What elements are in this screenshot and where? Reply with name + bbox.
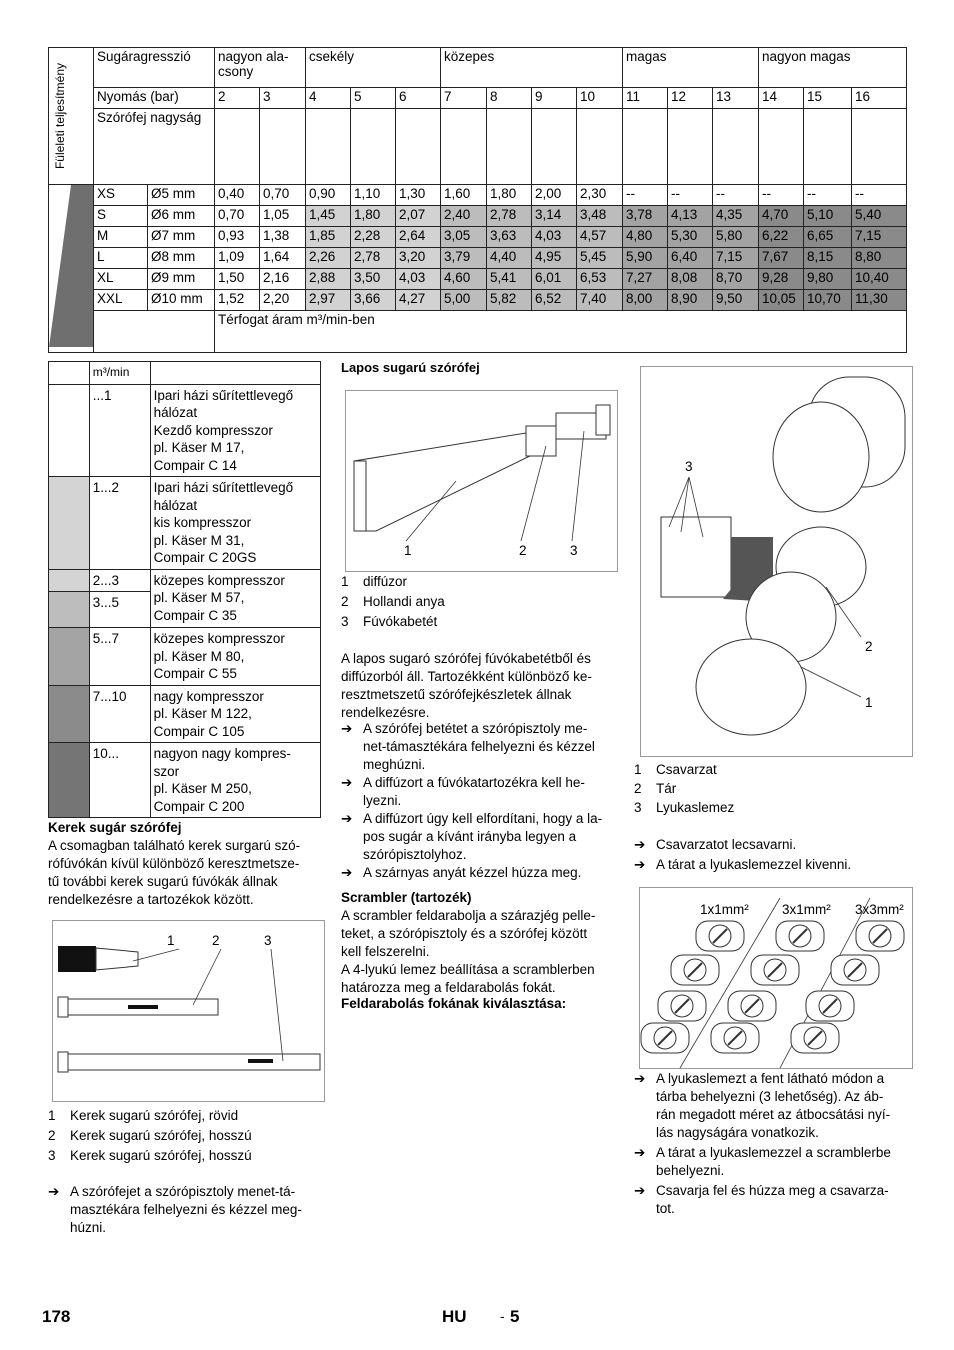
flat-nozzle-figure <box>345 390 618 572</box>
flow-value: 6,53 <box>577 269 623 290</box>
fig-label: 1 <box>167 933 175 948</box>
flow-value: 7,27 <box>623 269 668 290</box>
aggr-level: nagyon magas <box>759 48 907 88</box>
flow-value: 1,80 <box>351 206 396 227</box>
flow-value: 8,15 <box>804 248 852 269</box>
fig-label: 2 <box>212 933 220 948</box>
comp-range: 2...3 <box>89 569 150 592</box>
flow-value: 1,64 <box>260 248 306 269</box>
flow-value: 4,60 <box>441 269 487 290</box>
scrambler-heading: Scrambler (tartozék) <box>341 890 472 905</box>
flow-value: 2,20 <box>260 290 306 311</box>
comp-desc: nagy kompresszor pl. Käser M 122, Compair C 105 <box>150 685 320 743</box>
scrambler-steps-1: ➔ Csavarzatot lecsavarni. ➔ A tárat a lyukaslemezzel kivenni. <box>634 837 852 872</box>
comp-desc: nagyon nagy kompres- szor pl. Käser M 250, Compair C 200 <box>150 743 320 818</box>
flow-value: 8,90 <box>668 290 713 311</box>
flow-value: 4,70 <box>759 206 804 227</box>
fig-label: 1 <box>404 543 412 558</box>
pressure-cell: 4 <box>306 88 351 109</box>
flow-unit-note: Térfogat áram m³/min-ben <box>215 311 907 353</box>
comp-range: ...1 <box>89 384 150 477</box>
flow-value: 5,30 <box>668 227 713 248</box>
flow-value: 1,38 <box>260 227 306 248</box>
comp-desc: Ipari házi sűrítettlevegő hálózat kis kompresszor pl. Käser M 31, Compair C 20GS <box>150 477 320 570</box>
size-label: Szórófej nagyság <box>94 109 215 185</box>
flat-nozzle-heading: Lapos sugarú szórófej <box>341 360 480 375</box>
flow-value: 3,48 <box>577 206 623 227</box>
fig-label: 3 <box>685 459 693 474</box>
flow-value: 7,15 <box>713 248 759 269</box>
arrow-icon: ➔ <box>634 837 646 852</box>
flow-value: 10,40 <box>852 269 907 290</box>
comp-desc: Ipari házi sűrítettlevegő hálózat Kezdő kompresszor pl. Käser M 17, Compair C 14 <box>150 384 320 477</box>
comp-range: 5...7 <box>89 628 150 686</box>
round-nozzles-illustration <box>53 921 324 1101</box>
nozzle-size: XXL <box>94 290 148 311</box>
flow-value: 5,00 <box>441 290 487 311</box>
performance-wedge-graphic <box>49 185 93 347</box>
aggr-level: magas <box>623 48 759 88</box>
flow-value: -- <box>713 185 759 206</box>
flow-value: 2,16 <box>260 269 306 290</box>
flow-value: 5,82 <box>487 290 532 311</box>
flow-value: 9,80 <box>804 269 852 290</box>
flow-value: 2,28 <box>351 227 396 248</box>
flow-value: -- <box>804 185 852 206</box>
comp-header: m³/min <box>89 362 150 385</box>
arrow-icon: ➔ <box>48 1184 60 1199</box>
flow-value: 6,52 <box>532 290 577 311</box>
flow-value: 3,20 <box>396 248 441 269</box>
flow-value: 1,50 <box>215 269 260 290</box>
nozzle-diameter: Ø8 mm <box>148 248 215 269</box>
flow-value: 3,79 <box>441 248 487 269</box>
pressure-cell: 8 <box>487 88 532 109</box>
comp-range: 7...10 <box>89 685 150 743</box>
flow-value: 3,78 <box>623 206 668 227</box>
flow-value: 1,60 <box>441 185 487 206</box>
flow-value: 9,50 <box>713 290 759 311</box>
flow-value: 5,10 <box>804 206 852 227</box>
flow-value: 2,78 <box>351 248 396 269</box>
perf-row <box>49 206 907 227</box>
flow-value: 4,80 <box>623 227 668 248</box>
section-number: 5 <box>510 1307 520 1326</box>
pressure-cell: 2 <box>215 88 260 109</box>
arrow-icon: ➔ <box>634 857 646 872</box>
flow-value: 9,28 <box>759 269 804 290</box>
flow-value: 2,07 <box>396 206 441 227</box>
flat-nozzle-legend: 1 diffúzor 2 Hollandi anya 3 Fúvókabetét <box>341 574 445 629</box>
round-nozzle-steps: ➔ A szórófejet a szórópisztoly menet-tá- masztékára felhelyezni és kézzel meg- húzni. <box>48 1184 302 1235</box>
page-number: 178 <box>42 1307 71 1326</box>
flow-value: 4,35 <box>713 206 759 227</box>
flow-value: 1,52 <box>215 290 260 311</box>
side-label: Füleleti teljesítmény <box>53 62 67 170</box>
flow-value: 8,70 <box>713 269 759 290</box>
flow-value: 8,08 <box>668 269 713 290</box>
flow-value: 2,30 <box>577 185 623 206</box>
arrow-icon: ➔ <box>634 1071 646 1086</box>
flow-value: 5,40 <box>852 206 907 227</box>
flow-value: 1,80 <box>487 185 532 206</box>
flow-value: 11,30 <box>852 290 907 311</box>
performance-table <box>48 47 907 353</box>
flow-value: 3,66 <box>351 290 396 311</box>
compressor-table <box>48 361 321 818</box>
perforated-plate-figure <box>639 887 913 1069</box>
fragment-heading: Feldarabolás fokának kiválasztása: <box>341 996 567 1011</box>
plate-size-label: 1x1mm² <box>700 902 749 917</box>
flat-nozzle-steps: ➔ A szórófej betétet a szórópisztoly me- net-támasztékára felhelyezni és kézzel meghúzni. ➔ A diffúzort a fúvókatartozékra kell he- lyezni. ➔ A diffúzort úgy kell elfordítani, hogy a la- pos sugár a kívánt irányba legyen a szórópisztolyhoz. ➔ A szárnyas anyát kézzel húzza meg. <box>341 721 603 880</box>
flow-value: 2,97 <box>306 290 351 311</box>
flow-value: 6,65 <box>804 227 852 248</box>
flow-value: 0,40 <box>215 185 260 206</box>
nozzle-diameter: Ø10 mm <box>148 290 215 311</box>
flow-value: 5,90 <box>623 248 668 269</box>
flow-value: 4,40 <box>487 248 532 269</box>
flow-value: 1,45 <box>306 206 351 227</box>
flow-value: 10,70 <box>804 290 852 311</box>
pressure-cell: 7 <box>441 88 487 109</box>
aggr-level: csekély <box>306 48 441 88</box>
nozzle-size: M <box>94 227 148 248</box>
fig-label: 2 <box>865 639 873 654</box>
flow-value: 3,63 <box>487 227 532 248</box>
arrow-icon: ➔ <box>341 865 353 880</box>
pressure-cell: 15 <box>804 88 852 109</box>
flow-value: 7,15 <box>852 227 907 248</box>
flow-value: 4,13 <box>668 206 713 227</box>
nozzle-diameter: Ø7 mm <box>148 227 215 248</box>
flow-value: 5,80 <box>713 227 759 248</box>
flow-value: 1,09 <box>215 248 260 269</box>
flow-value: 2,26 <box>306 248 351 269</box>
flow-value: 5,41 <box>487 269 532 290</box>
nozzle-size: XS <box>94 185 148 206</box>
flow-value: 3,50 <box>351 269 396 290</box>
pressure-cell: 16 <box>852 88 907 109</box>
round-nozzle-legend: 1 Kerek sugarú szórófej, rövid 2 Kerek sugarú szórófej, hosszú 3 Kerek sugarú szórófej, hosszú <box>48 1108 252 1163</box>
flow-value: -- <box>623 185 668 206</box>
fig-label: 2 <box>519 543 527 558</box>
nozzle-size: XL <box>94 269 148 290</box>
flow-value: -- <box>668 185 713 206</box>
nozzle-diameter: Ø9 mm <box>148 269 215 290</box>
flow-value: 8,80 <box>852 248 907 269</box>
nozzle-diameter: Ø6 mm <box>148 206 215 227</box>
comp-desc: közepes kompresszor pl. Käser M 57, Compair C 35 <box>150 569 320 628</box>
fig-label: 1 <box>865 695 873 710</box>
comp-range: 10... <box>89 743 150 818</box>
scrambler-text: A scrambler feldarabolja a szárazjég pelle- teket, a szórópisztoly és a szórófej között kell felszerelni. A 4-lyukú lemez beállítása a scramblerben határozza meg a feldarabolás fokát. <box>341 908 596 995</box>
flow-value: 1,85 <box>306 227 351 248</box>
round-nozzle-figure <box>52 920 325 1102</box>
flow-value: 0,70 <box>215 206 260 227</box>
flow-value: 0,93 <box>215 227 260 248</box>
arrow-icon: ➔ <box>341 775 353 790</box>
flow-value: 4,27 <box>396 290 441 311</box>
language-code: HU <box>442 1307 467 1326</box>
pressure-cell: 9 <box>532 88 577 109</box>
comp-range: 1...2 <box>89 477 150 570</box>
flow-value: 6,22 <box>759 227 804 248</box>
pressure-cell: 14 <box>759 88 804 109</box>
pressure-cell: 5 <box>351 88 396 109</box>
comp-range: 3...5 <box>89 592 150 628</box>
pressure-cell: 12 <box>668 88 713 109</box>
flow-value: 0,70 <box>260 185 306 206</box>
arrow-icon: ➔ <box>341 811 353 826</box>
flow-value: 7,40 <box>577 290 623 311</box>
plate-size-label: 3x3mm² <box>855 902 904 917</box>
pressure-cell: 6 <box>396 88 441 109</box>
flow-value: 2,00 <box>532 185 577 206</box>
pressure-cell: 11 <box>623 88 668 109</box>
comp-desc: közepes kompresszor pl. Käser M 80, Compair C 55 <box>150 628 320 686</box>
fig-label: 3 <box>264 933 272 948</box>
plate-size-label: 3x1mm² <box>782 902 831 917</box>
nozzle-size: L <box>94 248 148 269</box>
pressure-cell: 13 <box>713 88 759 109</box>
flow-value: 4,03 <box>532 227 577 248</box>
flow-value: 2,40 <box>441 206 487 227</box>
flow-value: -- <box>852 185 907 206</box>
perf-row <box>49 248 907 269</box>
flow-value: 5,45 <box>577 248 623 269</box>
flow-value: 2,88 <box>306 269 351 290</box>
footer-separator: - <box>500 1308 505 1324</box>
flow-value: 10,05 <box>759 290 804 311</box>
round-nozzle-heading: Kerek sugár szórófej <box>48 820 182 835</box>
pressure-label: Nyomás (bar) <box>94 88 215 109</box>
aggr-level: közepes <box>441 48 623 88</box>
flow-value: 8,00 <box>623 290 668 311</box>
pressure-cell: 10 <box>577 88 623 109</box>
flow-value: -- <box>759 185 804 206</box>
flow-value: 4,95 <box>532 248 577 269</box>
arrow-icon: ➔ <box>634 1145 646 1160</box>
flow-value: 1,10 <box>351 185 396 206</box>
pressure-cell: 3 <box>260 88 306 109</box>
arrow-icon: ➔ <box>634 1183 646 1198</box>
flow-value: 3,05 <box>441 227 487 248</box>
fig-label: 3 <box>570 543 578 558</box>
perf-row <box>49 269 907 290</box>
perf-row <box>49 290 907 311</box>
arrow-icon: ➔ <box>341 721 353 736</box>
flow-value: 1,30 <box>396 185 441 206</box>
nozzle-diameter: Ø5 mm <box>148 185 215 206</box>
scrambler-legend: 1 Csavarzat 2 Tár 3 Lyukaslemez <box>634 762 735 815</box>
aggr-level: nagyon ala- csony <box>215 48 306 88</box>
flow-value: 2,64 <box>396 227 441 248</box>
flow-value: 1,05 <box>260 206 306 227</box>
flow-value: 3,14 <box>532 206 577 227</box>
perf-row <box>49 227 907 248</box>
aggr-label: Sugáragresszió <box>94 48 215 88</box>
flow-value: 2,78 <box>487 206 532 227</box>
perf-row <box>49 185 907 206</box>
round-nozzle-text: A csomagban található kerek surgarú szó- rófúvókán kívül különböző keresztmetsze- tű további kerek sugarú fúvókák állnak rendelkezésre a tartozékok között. <box>48 838 301 907</box>
nozzle-size: S <box>94 206 148 227</box>
flow-value: 6,01 <box>532 269 577 290</box>
flow-value: 7,67 <box>759 248 804 269</box>
flat-nozzle-text: A lapos sugaró szórófej fúvókabetétből és diffúzorból áll. Tartozékként különböző ke- resztmetszetű szórófejkészletek állnak rendelkezésre. <box>341 651 592 720</box>
flow-value: 4,57 <box>577 227 623 248</box>
scrambler-steps-2: ➔ A lyukaslemezt a fent látható módon a tárba behelyezni (3 lehetőség). Az áb- rán megadott méret az átbocsátási nyí- lás nagyságára vonatkozik. ➔ A tárat a lyukaslemezzel a scramblerbe behelyezni. ➔ Csavarja fel és húzza meg a csavarza- tot. <box>634 1071 891 1216</box>
flow-value: 6,40 <box>668 248 713 269</box>
flow-value: 4,03 <box>396 269 441 290</box>
scrambler-figure <box>640 366 913 757</box>
flow-value: 0,90 <box>306 185 351 206</box>
